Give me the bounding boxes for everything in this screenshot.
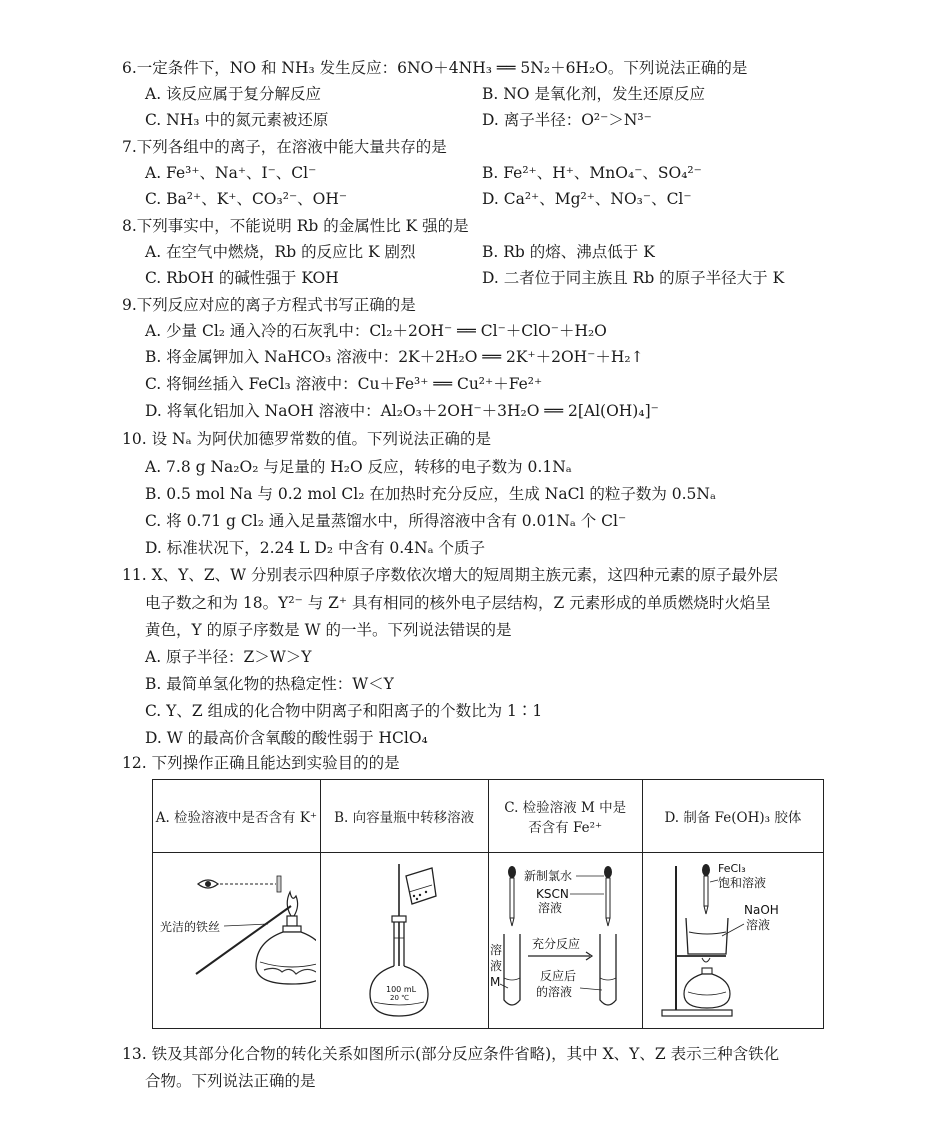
q6-option-c[interactable]: C. NH₃ 中的氮元素被还原 [145,111,329,129]
beaker [406,868,436,904]
q8-option-b[interactable]: B. Rb 的熔、沸点低于 K [482,243,655,261]
header-b[interactable]: B. 向容量瓶中转移溶液 [320,780,488,853]
q13-stem-line1: 13. 铁及其部分化合物的转化关系如图所示(部分反应条件省略)，其中 X、Y、Z 表示三种含铁化 [122,1045,780,1063]
q8-stem: 8.下列事实中，不能说明 Rb 的金属性比 K 强的是 [122,217,469,235]
q7-stem: 7.下列各组中的离子，在溶液中能大量共存的是 [122,138,447,156]
q9-option-b[interactable]: B. 将金属钾加入 NaHCO₃ 溶液中：2K＋2H₂O ══ 2K⁺＋2OH⁻＋H₂↑ [145,348,644,366]
figure-b-cell[interactable] [320,853,488,1029]
q10-option-c[interactable]: C. 将 0.71 g Cl₂ 通入足量蒸馏水中，所得溶液中含有 0.01Nₐ 个 Cl⁻ [145,512,627,530]
q9-option-d[interactable]: D. 将氧化铝加入 NaOH 溶液中：Al₂O₃＋2OH⁻＋3H₂O ══ 2[Al(OH)₄]⁻ [145,402,659,420]
q11-option-b[interactable]: B. 最简单氢化物的热稳定性：W＜Y [145,675,394,693]
alcohol-lamp [684,958,730,1008]
test-tube [600,934,616,1005]
volumetric-flask-figure [324,854,484,1024]
q10-option-a[interactable]: A. 7.8 g Na₂O₂ 与足量的 H₂O 反应，转移的电子数为 0.1Nₐ [145,458,572,476]
alcohol-lamp [256,916,316,984]
fecl3-saturated-label: 饱和溶液 [717,875,766,890]
kscn-label: KSCN [536,886,569,901]
header-a[interactable]: A. 检验溶液中是否含有 K⁺ [153,780,321,853]
q7-option-c[interactable]: C. Ba²⁺、K⁺、CO₃²⁻、OH⁻ [145,190,348,208]
naoh-solution-label: 溶液 [745,917,770,932]
q9-option-c[interactable]: C. 将铜丝插入 FeCl₃ 溶液中：Cu＋Fe³⁺ ══ Cu²⁺＋Fe²⁺ [145,375,543,393]
solution-m-char3: M [490,974,501,989]
iron-wire-label: 光洁的铁丝 [160,919,221,934]
q8-option-d[interactable]: D. 二者位于同主族且 Rb 的原子半径大于 K [482,269,785,287]
solution-m-char2: 液 [490,958,503,973]
q11-option-a[interactable]: A. 原子半径：Z＞W＞Y [145,648,312,666]
q7-option-d[interactable]: D. Ca²⁺、Mg²⁺、NO₃⁻、Cl⁻ [482,190,692,208]
q7-option-b[interactable]: B. Fe²⁺、H⁺、MnO₄⁻、SO₄²⁻ [482,164,702,182]
kscn-solution-label: 溶液 [538,900,563,915]
q9-stem: 9.下列反应对应的离子方程式书写正确的是 [122,296,416,314]
q6-option-d[interactable]: D. 离子半径：O²⁻＞N³⁻ [482,111,652,129]
fecl3-label: FeCl₃ [717,861,746,875]
q11-option-c[interactable]: C. Y、Z 组成的化合物中阴离子和阳离子的个数比为 1∶1 [145,702,543,720]
q10-option-b[interactable]: B. 0.5 mol Na 与 0.2 mol Cl₂ 在加热时充分反应，生成 NaCl 的粒子数为 0.5Nₐ [145,485,716,503]
beaker [686,918,728,954]
after-reaction-solution-label: 的溶液 [536,984,573,999]
q11-stem-line1: 11. X、Y、Z、W 分别表示四种原子序数依次增大的短周期主族元素，这四种元素的原子最外层 [122,566,778,584]
q11-stem-line3: 黄色，Y 的原子序数是 W 的一半。下列说法错误的是 [145,621,512,639]
q6-stem: 6.一定条件下，NO 和 NH₃ 发生反应：6NO＋4NH₃ ══ 5N₂＋6H₂O。下列说法正确的是 [122,59,748,77]
dropper-icon [508,866,516,926]
q9-option-a[interactable]: A. 少量 Cl₂ 通入冷的石灰乳中：Cl₂＋2OH⁻ ══ Cl⁻＋ClO⁻＋H₂O [145,322,607,340]
q12-stem: 12. 下列操作正确且能达到实验目的的是 [122,754,400,772]
q7-option-a[interactable]: A. Fe³⁺、Na⁺、I⁻、Cl⁻ [145,164,317,182]
flame-icon [288,892,298,916]
q11-stem-line2: 电子数之和为 18。Y²⁻ 与 Z⁺ 具有相同的核外电子层结构，Z 元素形成的单质燃烧时火焰呈 [145,594,771,612]
figure-d-cell[interactable] [642,853,823,1029]
figure-c-cell[interactable] [488,853,642,1029]
colloid-prep-figure [648,854,818,1024]
header-c[interactable]: C. 检验溶液 M 中是 否含有 Fe²⁺ [488,780,642,853]
eye-icon [198,880,218,888]
test-tube [504,934,520,1005]
q10-option-d[interactable]: D. 标准状况下，2.24 L D₂ 中含有 0.4Nₐ 个质子 [145,539,486,557]
q8-option-c[interactable]: C. RbOH 的碱性强于 KOH [145,269,339,287]
flask-volume: 100 mL [386,984,417,994]
naoh-label: NaOH [743,902,779,917]
solution-m-char1: 溶 [490,942,503,957]
fe2-test-figure [490,854,640,1024]
header-d[interactable]: D. 制备 Fe(OH)₃ 胶体 [642,780,823,853]
q6-option-b[interactable]: B. NO 是氧化剂，发生还原反应 [482,85,705,103]
experiment-table [152,779,824,1029]
q6-option-a[interactable]: A. 该反应属于复分解反应 [145,85,322,103]
dropper-icon [604,866,612,926]
flask-temperature: 20 ℃ [390,993,410,1002]
q10-stem: 10. 设 Nₐ 为阿伏加德罗常数的值。下列说法正确的是 [122,430,491,448]
dropper-icon [702,864,710,914]
figure-a-cell[interactable] [153,853,321,1029]
q8-option-a[interactable]: A. 在空气中燃烧，Rb 的反应比 K 剧烈 [145,243,416,261]
chlorine-water-label: 新制氯水 [524,868,573,883]
q13-stem-line2: 合物。下列说法正确的是 [145,1072,316,1090]
after-reaction-label: 反应后 [540,968,577,983]
full-reaction-label: 充分反应 [532,936,581,951]
q11-option-d[interactable]: D. W 的最高价含氧酸的酸性弱于 HClO₄ [145,729,428,747]
flame-test-figure [156,854,316,1024]
